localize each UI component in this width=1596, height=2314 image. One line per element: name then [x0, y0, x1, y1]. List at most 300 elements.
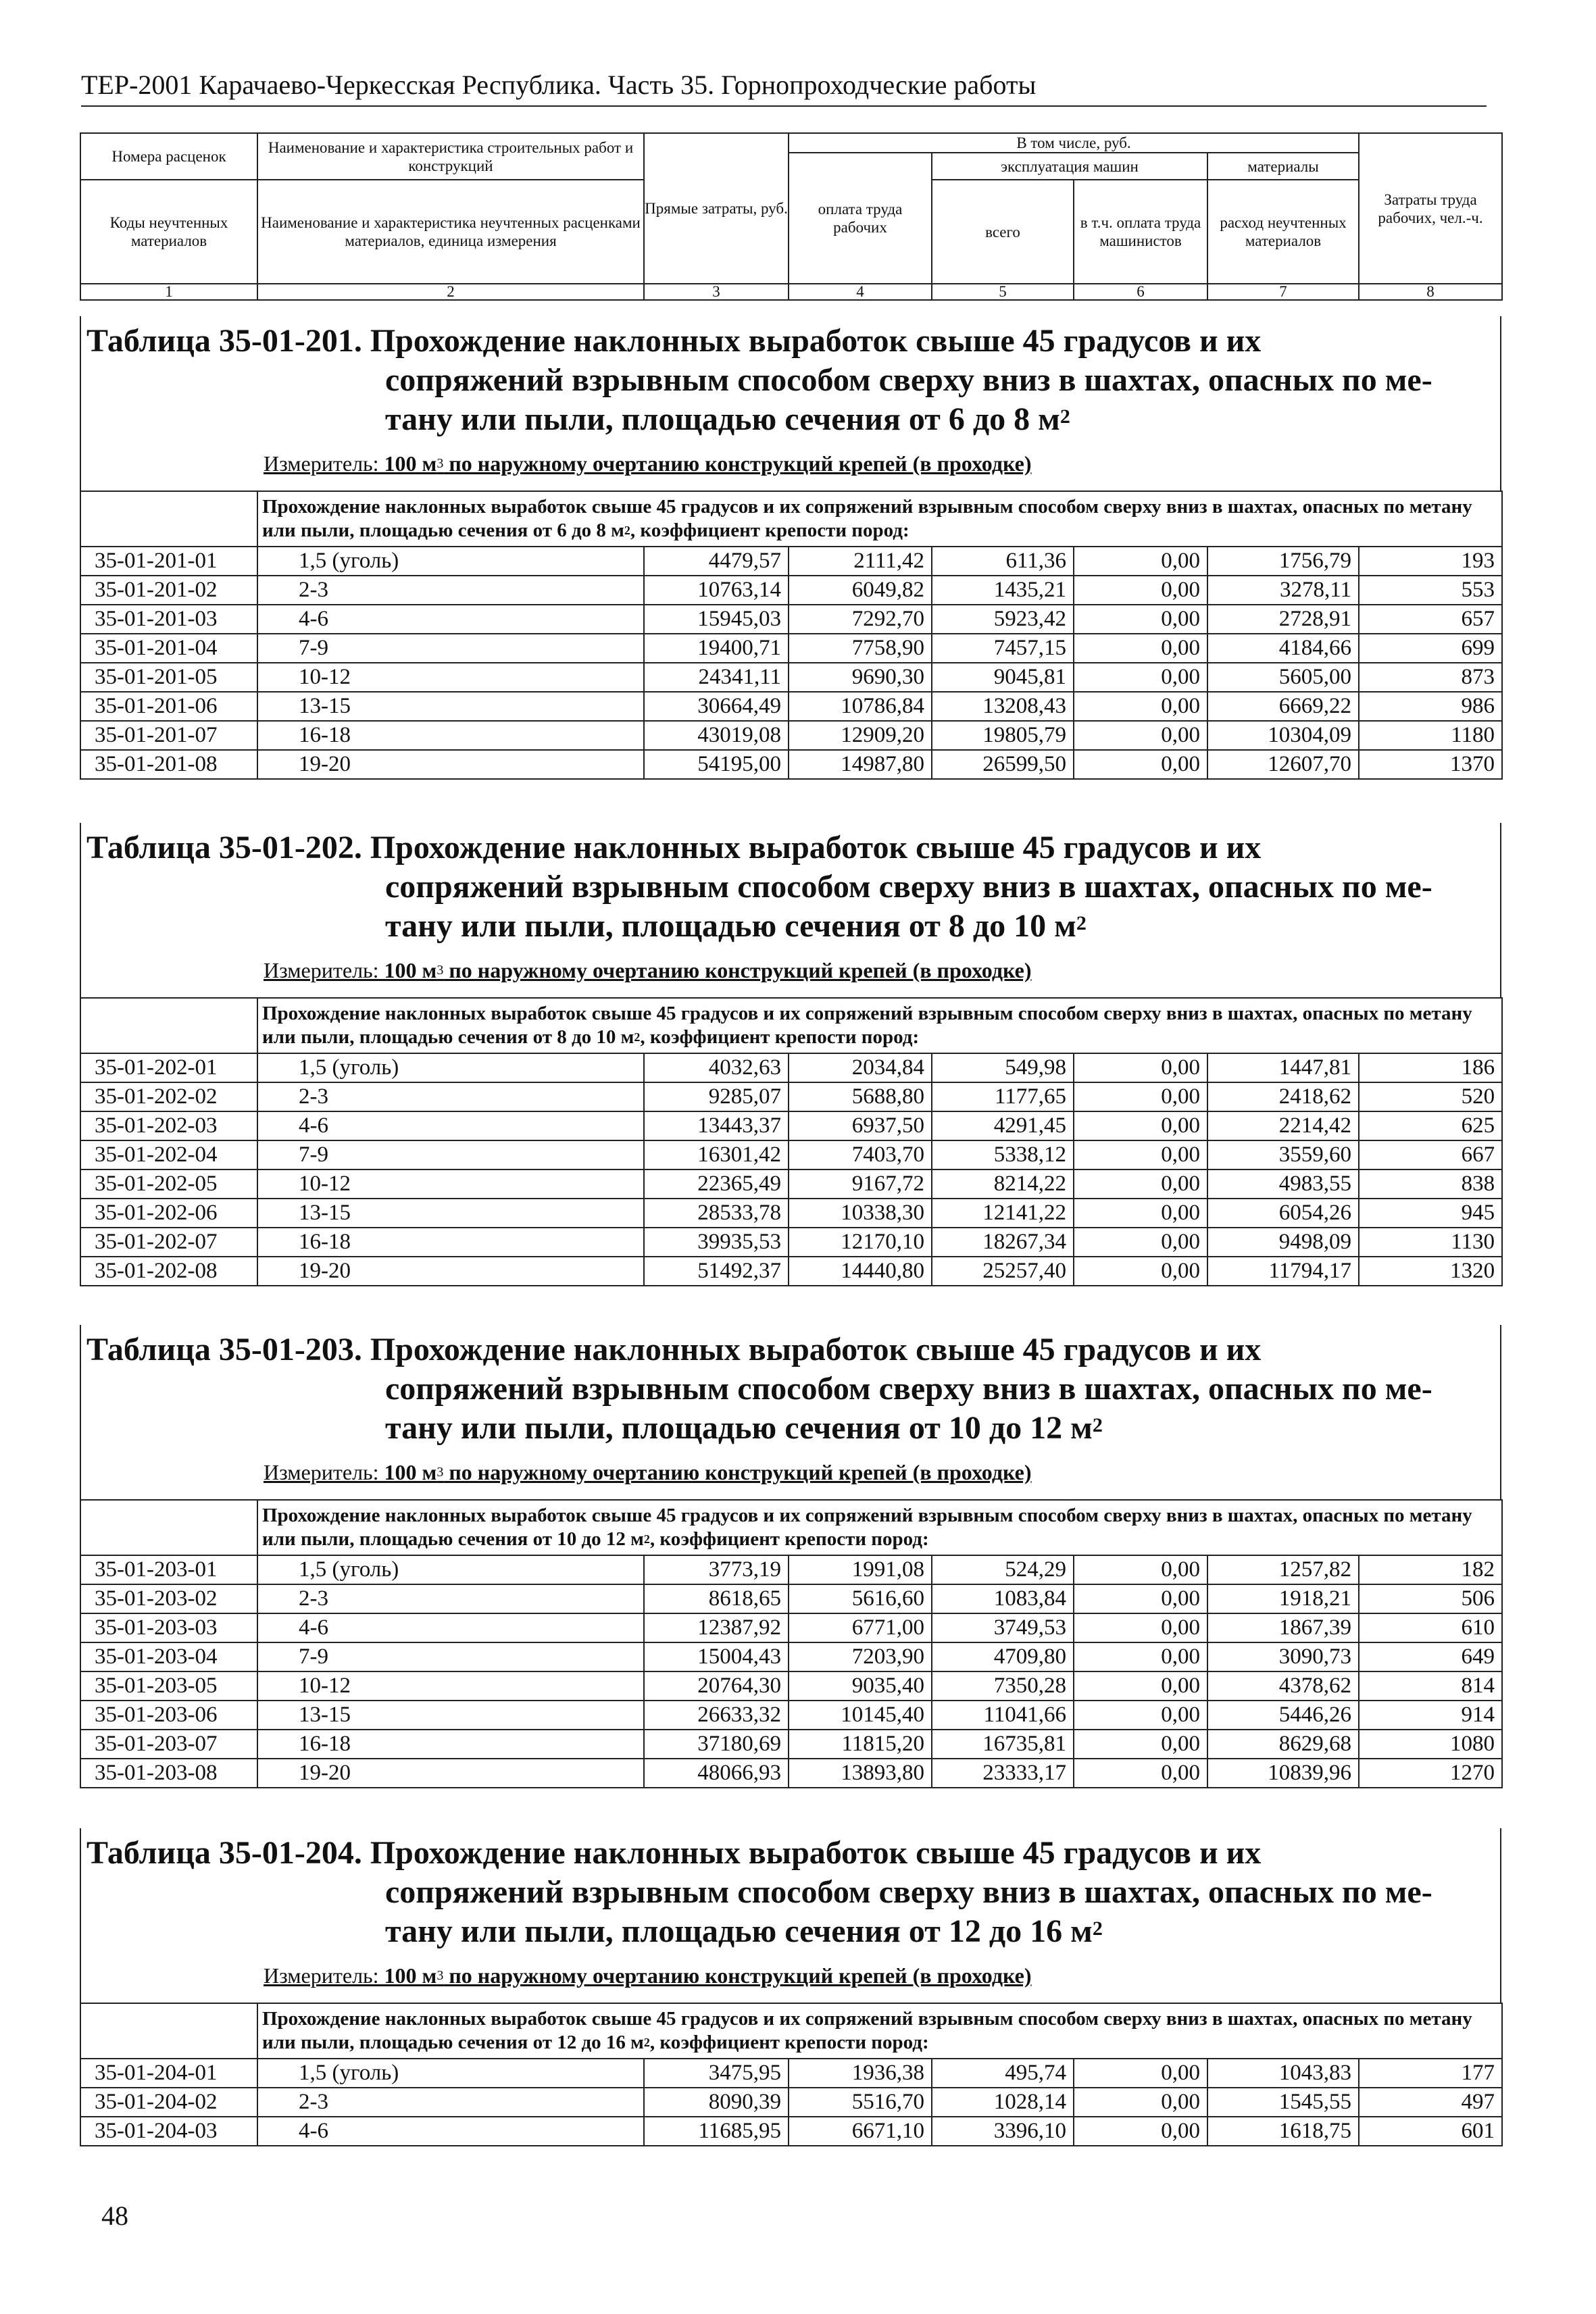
labor-costs-cell: 986	[1359, 692, 1502, 721]
rate-code: 35-01-204-03	[80, 2117, 257, 2146]
superscript: 3	[437, 963, 444, 978]
column-number: 2	[257, 284, 644, 300]
rate-code: 35-01-203-03	[80, 1613, 257, 1642]
rock-hardness: 4-6	[257, 605, 644, 634]
material-consumption-cell: 1043,83	[1207, 2059, 1359, 2088]
labor-costs-cell: 1320	[1359, 1257, 1502, 1286]
machines-total-cell: 7457,15	[932, 634, 1074, 663]
rock-hardness: 4-6	[257, 1613, 644, 1642]
direct-costs-cell: 48066,93	[644, 1759, 789, 1788]
labor-costs-cell: 1270	[1359, 1759, 1502, 1788]
measurement-basis: по наружному очертанию конструкций крепей (в проходке)	[443, 1963, 1032, 1988]
worker-pay-cell: 10338,30	[789, 1199, 932, 1228]
machinist-pay-cell: 0,00	[1074, 692, 1207, 721]
rock-hardness: 1,5 (уголь)	[257, 547, 644, 576]
measurement-value: 100 м	[384, 451, 437, 476]
rock-hardness: 10-12	[257, 1671, 644, 1701]
machinist-pay-cell: 0,00	[1074, 576, 1207, 605]
labor-costs-cell: 193	[1359, 547, 1502, 576]
worker-pay-cell: 5616,60	[789, 1584, 932, 1613]
labor-costs-cell: 1180	[1359, 721, 1502, 750]
direct-costs-cell: 3773,19	[644, 1555, 789, 1584]
header-work-name: Наименование и характеристика строительных работ и конструкций	[257, 133, 644, 180]
superscript: 2	[634, 1030, 641, 1044]
rate-table	[80, 1499, 1503, 1788]
table-title-text: тану или пыли, площадью сечения от 12 до 16 м	[385, 1913, 1093, 1949]
table-row	[80, 1257, 1502, 1286]
rate-table	[80, 2003, 1503, 2146]
labor-costs-cell: 945	[1359, 1199, 1502, 1228]
direct-costs-cell: 4032,63	[644, 1053, 789, 1082]
superscript: 2	[624, 524, 630, 537]
machines-total-cell: 1435,21	[932, 576, 1074, 605]
table-row	[80, 576, 1502, 605]
table-row	[80, 692, 1502, 721]
rock-hardness: 13-15	[257, 692, 644, 721]
work-description	[257, 491, 1502, 547]
machinist-pay-cell: 0,00	[1074, 750, 1207, 779]
material-consumption-cell: 2728,91	[1207, 605, 1359, 634]
table-title-line	[385, 1912, 1103, 1951]
rate-table-section	[80, 823, 1501, 1286]
measurement-unit	[264, 1459, 1032, 1486]
description-text: , коэффициент крепости пород:	[649, 1528, 929, 1550]
table-row	[80, 2088, 1502, 2117]
table-title-block	[80, 316, 1501, 491]
header-including: В том числе, руб.	[789, 133, 1359, 153]
rate-code: 35-01-203-07	[80, 1730, 257, 1759]
worker-pay-cell: 14987,80	[789, 750, 932, 779]
header-rate-numbers: Номера расценок	[80, 133, 257, 180]
work-description	[257, 1500, 1502, 1555]
table-row	[80, 721, 1502, 750]
rate-code: 35-01-201-07	[80, 721, 257, 750]
work-description	[257, 2003, 1502, 2059]
material-consumption-cell: 1867,39	[1207, 1613, 1359, 1642]
direct-costs-cell: 24341,11	[644, 663, 789, 692]
direct-costs-cell: 39935,53	[644, 1228, 789, 1257]
worker-pay-cell: 12909,20	[789, 721, 932, 750]
machinist-pay-cell: 0,00	[1074, 1082, 1207, 1111]
superscript: 2	[1059, 405, 1070, 428]
measurement-label: Измеритель:	[264, 451, 384, 476]
rate-code: 35-01-203-05	[80, 1671, 257, 1701]
labor-costs-cell: 914	[1359, 1701, 1502, 1730]
column-number: 7	[1207, 284, 1359, 300]
direct-costs-cell: 22365,49	[644, 1169, 789, 1199]
material-consumption-cell: 10304,09	[1207, 721, 1359, 750]
material-consumption-cell: 6054,26	[1207, 1199, 1359, 1228]
rock-hardness: 19-20	[257, 1257, 644, 1286]
table-row	[80, 1555, 1502, 1584]
labor-costs-cell: 625	[1359, 1111, 1502, 1140]
rate-code: 35-01-204-01	[80, 2059, 257, 2088]
measurement-value: 100 м	[384, 1460, 437, 1484]
labor-costs-cell: 610	[1359, 1613, 1502, 1642]
rate-code: 35-01-201-08	[80, 750, 257, 779]
machines-total-cell: 1028,14	[932, 2088, 1074, 2117]
description-text: , коэффициент крепости пород:	[649, 2032, 929, 2053]
worker-pay-cell: 14440,80	[789, 1257, 932, 1286]
material-consumption-cell: 5446,26	[1207, 1701, 1359, 1730]
table-row	[80, 1199, 1502, 1228]
labor-costs-cell: 1370	[1359, 750, 1502, 779]
table-row	[80, 1111, 1502, 1140]
direct-costs-cell: 4479,57	[644, 547, 789, 576]
material-consumption-cell: 1618,75	[1207, 2117, 1359, 2146]
table-title-line	[385, 1409, 1103, 1448]
labor-costs-cell: 699	[1359, 634, 1502, 663]
rock-hardness: 16-18	[257, 1228, 644, 1257]
column-number: 8	[1359, 284, 1502, 300]
table-row	[80, 1228, 1502, 1257]
rate-table-section	[80, 1325, 1501, 1788]
machines-total-cell: 25257,40	[932, 1257, 1074, 1286]
worker-pay-cell: 7403,70	[789, 1140, 932, 1169]
description-text: , коэффициент крепости пород:	[630, 520, 909, 541]
rate-code: 35-01-202-01	[80, 1053, 257, 1082]
material-consumption-cell: 8629,68	[1207, 1730, 1359, 1759]
labor-costs-cell: 667	[1359, 1140, 1502, 1169]
empty-cell	[80, 1500, 257, 1555]
direct-costs-cell: 37180,69	[644, 1730, 789, 1759]
direct-costs-cell: 10763,14	[644, 576, 789, 605]
machines-total-cell: 495,74	[932, 2059, 1074, 2088]
rock-hardness: 7-9	[257, 634, 644, 663]
direct-costs-cell: 26633,32	[644, 1701, 789, 1730]
rock-hardness: 13-15	[257, 1701, 644, 1730]
rock-hardness: 4-6	[257, 1111, 644, 1140]
measurement-unit	[264, 1962, 1032, 1989]
rock-hardness: 2-3	[257, 1584, 644, 1613]
table-title-line	[385, 400, 1070, 439]
work-description	[257, 998, 1502, 1053]
table-title-line: сопряжений взрывным способом сверху вниз в шахтах, опасных по ме-	[385, 1371, 1432, 1407]
rate-table	[80, 491, 1503, 780]
measurement-label: Измеритель:	[264, 958, 384, 982]
machines-total-cell: 26599,50	[932, 750, 1074, 779]
table-title-block	[80, 1325, 1501, 1499]
material-consumption-cell: 1545,55	[1207, 2088, 1359, 2117]
direct-costs-cell: 15004,43	[644, 1642, 789, 1671]
labor-costs-cell: 553	[1359, 576, 1502, 605]
table-row	[80, 1584, 1502, 1613]
empty-cell	[80, 491, 257, 547]
superscript: 3	[437, 1465, 444, 1480]
table-title-block	[80, 1828, 1501, 2003]
material-consumption-cell: 1257,82	[1207, 1555, 1359, 1584]
direct-costs-cell: 15945,03	[644, 605, 789, 634]
rock-hardness: 16-18	[257, 1730, 644, 1759]
direct-costs-cell: 16301,42	[644, 1140, 789, 1169]
column-number: 5	[932, 284, 1074, 300]
machinist-pay-cell: 0,00	[1074, 1199, 1207, 1228]
rate-code: 35-01-201-05	[80, 663, 257, 692]
labor-costs-cell: 186	[1359, 1053, 1502, 1082]
table-row	[80, 1082, 1502, 1111]
worker-pay-cell: 6671,10	[789, 2117, 932, 2146]
machinist-pay-cell: 0,00	[1074, 1140, 1207, 1169]
labor-costs-cell: 873	[1359, 663, 1502, 692]
worker-pay-cell: 5688,80	[789, 1082, 932, 1111]
header-direct-costs: Прямые затраты, руб.	[644, 133, 789, 284]
rate-code: 35-01-203-02	[80, 1584, 257, 1613]
measurement-label: Измеритель:	[264, 1963, 384, 1988]
direct-costs-cell: 3475,95	[644, 2059, 789, 2088]
direct-costs-cell: 8618,65	[644, 1584, 789, 1613]
running-header: ТЕР-2001 Карачаево-Черкесская Республика. Часть 35. Горнопроходческие работы	[81, 69, 1487, 107]
machines-total-cell: 524,29	[932, 1555, 1074, 1584]
table-row	[80, 605, 1502, 634]
machinist-pay-cell: 0,00	[1074, 1228, 1207, 1257]
superscript: 3	[437, 456, 444, 471]
machinist-pay-cell: 0,00	[1074, 605, 1207, 634]
description-text: Прохождение наклонных выработок свыше 45 градусов и их сопряжений взрывным способом сверху вниз в шахтах, опасных по метану или пыли, площадью сечения от 8 до 10 м	[262, 1003, 1472, 1048]
rate-code: 35-01-202-06	[80, 1199, 257, 1228]
direct-costs-cell: 51492,37	[644, 1257, 789, 1286]
rock-hardness: 1,5 (уголь)	[257, 1053, 644, 1082]
machinist-pay-cell: 0,00	[1074, 1555, 1207, 1584]
machinist-pay-cell: 0,00	[1074, 1111, 1207, 1140]
machines-total-cell: 19805,79	[932, 721, 1074, 750]
superscript: 2	[643, 1532, 650, 1546]
table-row	[80, 1730, 1502, 1759]
rate-code: 35-01-202-03	[80, 1111, 257, 1140]
material-consumption-cell: 4983,55	[1207, 1169, 1359, 1199]
measurement-unit	[264, 957, 1032, 984]
worker-pay-cell: 1936,38	[789, 2059, 932, 2088]
rate-code: 35-01-202-07	[80, 1228, 257, 1257]
rock-hardness: 10-12	[257, 663, 644, 692]
description-text: Прохождение наклонных выработок свыше 45 градусов и их сопряжений взрывным способом сверху вниз в шахтах, опасных по метану или пыли, площадью сечения от 6 до 8 м	[262, 496, 1472, 541]
machinist-pay-cell: 0,00	[1074, 1730, 1207, 1759]
machinist-pay-cell: 0,00	[1074, 721, 1207, 750]
worker-pay-cell: 6937,50	[789, 1111, 932, 1140]
rock-hardness: 19-20	[257, 750, 644, 779]
table-row	[80, 1642, 1502, 1671]
worker-pay-cell: 7203,90	[789, 1642, 932, 1671]
material-consumption-cell: 11794,17	[1207, 1257, 1359, 1286]
machinist-pay-cell: 0,00	[1074, 1671, 1207, 1701]
table-title-line: Таблица 35-01-204. Прохождение наклонных выработок свыше 45 градусов и их	[86, 1835, 1262, 1871]
superscript: 2	[1076, 912, 1087, 934]
machines-total-cell: 8214,22	[932, 1169, 1074, 1199]
machines-total-cell: 12141,22	[932, 1199, 1074, 1228]
column-header-table	[80, 132, 1503, 301]
rate-code: 35-01-202-05	[80, 1169, 257, 1199]
worker-pay-cell: 9035,40	[789, 1671, 932, 1701]
machines-total-cell: 5923,42	[932, 605, 1074, 634]
table-row	[80, 2117, 1502, 2146]
rock-hardness: 1,5 (уголь)	[257, 1555, 644, 1584]
table-row	[80, 1671, 1502, 1701]
rock-hardness: 2-3	[257, 576, 644, 605]
table-title-line: сопряжений взрывным способом сверху вниз в шахтах, опасных по ме-	[385, 869, 1432, 905]
machinist-pay-cell: 0,00	[1074, 1613, 1207, 1642]
worker-pay-cell: 2034,84	[789, 1053, 932, 1082]
rate-code: 35-01-202-08	[80, 1257, 257, 1286]
column-number: 4	[789, 284, 932, 300]
header-materials: материалы	[1207, 153, 1359, 180]
worker-pay-cell: 7292,70	[789, 605, 932, 634]
machines-total-cell: 7350,28	[932, 1671, 1074, 1701]
machines-total-cell: 4291,45	[932, 1111, 1074, 1140]
direct-costs-cell: 9285,07	[644, 1082, 789, 1111]
column-number: 1	[80, 284, 257, 300]
machines-total-cell: 549,98	[932, 1053, 1074, 1082]
measurement-value: 100 м	[384, 1963, 437, 1988]
worker-pay-cell: 6049,82	[789, 576, 932, 605]
rate-code: 35-01-201-01	[80, 547, 257, 576]
rock-hardness: 7-9	[257, 1642, 644, 1671]
empty-cell	[80, 2003, 257, 2059]
header-machines-total: всего	[932, 180, 1074, 284]
measurement-basis: по наружному очертанию конструкций крепей (в проходке)	[443, 451, 1032, 476]
rate-code: 35-01-203-08	[80, 1759, 257, 1788]
machines-total-cell: 11041,66	[932, 1701, 1074, 1730]
material-consumption-cell: 3278,11	[1207, 576, 1359, 605]
table-row	[80, 750, 1502, 779]
rate-code: 35-01-201-04	[80, 634, 257, 663]
rock-hardness: 10-12	[257, 1169, 644, 1199]
machinist-pay-cell: 0,00	[1074, 1053, 1207, 1082]
rate-table-section	[80, 316, 1501, 780]
table-title-text: тану или пыли, площадью сечения от 10 до 12 м	[385, 1410, 1093, 1446]
rock-hardness: 2-3	[257, 1082, 644, 1111]
worker-pay-cell: 11815,20	[789, 1730, 932, 1759]
material-consumption-cell: 9498,09	[1207, 1228, 1359, 1257]
rate-table	[80, 997, 1503, 1286]
measurement-basis: по наружному очертанию конструкций крепей (в проходке)	[443, 1460, 1032, 1484]
machines-total-cell: 13208,43	[932, 692, 1074, 721]
rate-code: 35-01-201-03	[80, 605, 257, 634]
direct-costs-cell: 12387,92	[644, 1613, 789, 1642]
description-text: Прохождение наклонных выработок свыше 45 градусов и их сопряжений взрывным способом сверху вниз в шахтах, опасных по метану или пыли, площадью сечения от 12 до 16 м	[262, 2008, 1472, 2053]
worker-pay-cell: 6771,00	[789, 1613, 932, 1642]
table-row	[80, 1053, 1502, 1082]
rate-code: 35-01-203-01	[80, 1555, 257, 1584]
table-title-line: Таблица 35-01-201. Прохождение наклонных выработок свыше 45 градусов и их	[86, 323, 1262, 359]
rate-code: 35-01-203-06	[80, 1701, 257, 1730]
labor-costs-cell: 649	[1359, 1642, 1502, 1671]
worker-pay-cell: 12170,10	[789, 1228, 932, 1257]
worker-pay-cell: 2111,42	[789, 547, 932, 576]
worker-pay-cell: 1991,08	[789, 1555, 932, 1584]
table-row	[80, 547, 1502, 576]
material-consumption-cell: 10839,96	[1207, 1759, 1359, 1788]
rate-code: 35-01-202-02	[80, 1082, 257, 1111]
header-worker-pay: оплата труда рабочих	[789, 153, 932, 284]
table-row	[80, 1759, 1502, 1788]
machines-total-cell: 1177,65	[932, 1082, 1074, 1111]
material-consumption-cell: 12607,70	[1207, 750, 1359, 779]
machinist-pay-cell: 0,00	[1074, 1642, 1207, 1671]
table-title-text: тану или пыли, площадью сечения от 6 до 8 м	[385, 401, 1060, 437]
machinist-pay-cell: 0,00	[1074, 2059, 1207, 2088]
machinist-pay-cell: 0,00	[1074, 1759, 1207, 1788]
machines-total-cell: 18267,34	[932, 1228, 1074, 1257]
page-number: 48	[101, 2200, 128, 2231]
machines-total-cell: 3749,53	[932, 1613, 1074, 1642]
header-machinist-pay: в т.ч. оплата труда машинистов	[1074, 180, 1207, 284]
empty-cell	[80, 998, 257, 1053]
table-row	[80, 2059, 1502, 2088]
material-consumption-cell: 1918,21	[1207, 1584, 1359, 1613]
machines-total-cell: 1083,84	[932, 1584, 1074, 1613]
direct-costs-cell: 30664,49	[644, 692, 789, 721]
machines-total-cell: 3396,10	[932, 2117, 1074, 2146]
worker-pay-cell: 13893,80	[789, 1759, 932, 1788]
column-number: 3	[644, 284, 789, 300]
machinist-pay-cell: 0,00	[1074, 1169, 1207, 1199]
material-consumption-cell: 4378,62	[1207, 1671, 1359, 1701]
material-consumption-cell: 6669,22	[1207, 692, 1359, 721]
rock-hardness: 1,5 (уголь)	[257, 2059, 644, 2088]
worker-pay-cell: 10786,84	[789, 692, 932, 721]
measurement-unit	[264, 450, 1032, 477]
worker-pay-cell: 7758,90	[789, 634, 932, 663]
header-machine-operation: эксплуатация машин	[932, 153, 1207, 180]
direct-costs-cell: 20764,30	[644, 1671, 789, 1701]
machinist-pay-cell: 0,00	[1074, 634, 1207, 663]
machinist-pay-cell: 0,00	[1074, 663, 1207, 692]
direct-costs-cell: 43019,08	[644, 721, 789, 750]
machinist-pay-cell: 0,00	[1074, 2117, 1207, 2146]
table-row	[80, 1140, 1502, 1169]
measurement-label: Измеритель:	[264, 1460, 384, 1484]
labor-costs-cell: 182	[1359, 1555, 1502, 1584]
machines-total-cell: 4709,80	[932, 1642, 1074, 1671]
labor-costs-cell: 1080	[1359, 1730, 1502, 1759]
direct-costs-cell: 54195,00	[644, 750, 789, 779]
direct-costs-cell: 19400,71	[644, 634, 789, 663]
rock-hardness: 16-18	[257, 721, 644, 750]
machinist-pay-cell: 0,00	[1074, 2088, 1207, 2117]
rock-hardness: 4-6	[257, 2117, 644, 2146]
rate-code: 35-01-202-04	[80, 1140, 257, 1169]
labor-costs-cell: 177	[1359, 2059, 1502, 2088]
rock-hardness: 13-15	[257, 1199, 644, 1228]
table-title-block	[80, 823, 1501, 997]
superscript: 3	[437, 1968, 444, 1983]
superscript: 2	[1092, 1414, 1103, 1436]
column-number: 6	[1074, 284, 1207, 300]
header-material-consumption: расход неучтенных материалов	[1207, 180, 1359, 284]
table-title-line	[385, 907, 1087, 946]
table-title-line: Таблица 35-01-202. Прохождение наклонных выработок свыше 45 градусов и их	[86, 830, 1262, 865]
labor-costs-cell: 814	[1359, 1671, 1502, 1701]
machinist-pay-cell: 0,00	[1074, 1584, 1207, 1613]
table-title-line: сопряжений взрывным способом сверху вниз в шахтах, опасных по ме-	[385, 1874, 1432, 1910]
worker-pay-cell: 10145,40	[789, 1701, 932, 1730]
rate-code: 35-01-203-04	[80, 1642, 257, 1671]
machines-total-cell: 23333,17	[932, 1759, 1074, 1788]
table-row	[80, 1169, 1502, 1199]
material-consumption-cell: 2418,62	[1207, 1082, 1359, 1111]
labor-costs-cell: 1130	[1359, 1228, 1502, 1257]
rock-hardness: 7-9	[257, 1140, 644, 1169]
measurement-basis: по наружному очертанию конструкций крепей (в проходке)	[443, 958, 1032, 982]
labor-costs-cell: 497	[1359, 2088, 1502, 2117]
machinist-pay-cell: 0,00	[1074, 1257, 1207, 1286]
header-unaccounted-codes: Коды неучтенных материалов	[80, 180, 257, 284]
table-title-line: Таблица 35-01-203. Прохождение наклонных выработок свыше 45 градусов и их	[86, 1332, 1262, 1367]
machines-total-cell: 9045,81	[932, 663, 1074, 692]
material-consumption-cell: 2214,42	[1207, 1111, 1359, 1140]
direct-costs-cell: 13443,37	[644, 1111, 789, 1140]
rate-table-section	[80, 1828, 1501, 2146]
header-labor-costs: Затраты труда рабочих, чел.-ч.	[1359, 133, 1502, 284]
